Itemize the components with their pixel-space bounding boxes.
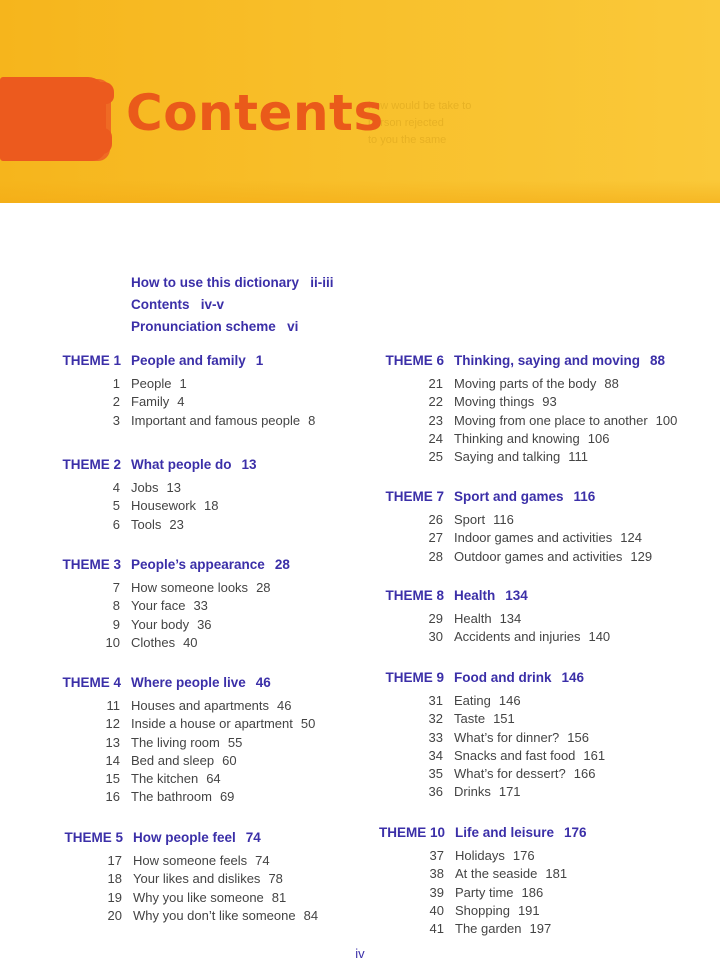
entry-number: 25: [428, 449, 443, 465]
theme-page-number: 46: [255, 675, 271, 690]
list-item[interactable]: [428, 729, 605, 748]
entry-title: Your body: [131, 616, 190, 632]
intro-link-contents[interactable]: Contents iv-v: [131, 297, 225, 312]
entry-title: Important and famous people: [131, 412, 301, 428]
header-shadow: [0, 180, 720, 203]
theme-heading[interactable]: [62, 456, 257, 478]
entry-title: Family: [131, 394, 170, 410]
list-item[interactable]: [428, 766, 605, 784]
entry-number: 36: [428, 784, 443, 800]
entry-list: [105, 698, 316, 808]
entry-page-number: 181: [545, 866, 568, 882]
entry-list: [105, 580, 290, 653]
theme-page-number: 28: [274, 557, 290, 572]
entry-number: 30: [428, 629, 443, 645]
theme-section: [64, 829, 319, 926]
list-item[interactable]: [428, 530, 652, 548]
entry-number: 40: [429, 902, 444, 918]
theme-heading[interactable]: [385, 669, 605, 691]
list-item[interactable]: [105, 752, 315, 771]
entry-title: At the seaside: [455, 866, 538, 882]
list-item[interactable]: [429, 902, 587, 921]
entry-title: Indoor games and activities: [454, 530, 613, 546]
page-number: iv: [355, 946, 365, 961]
entry-page-number: 166: [573, 766, 596, 782]
list-item[interactable]: [107, 889, 318, 908]
entry-page-number: 111: [568, 449, 589, 465]
list-item[interactable]: [429, 921, 587, 939]
theme-page-number: 74: [245, 830, 261, 845]
entry-number: 12: [105, 716, 120, 732]
entry-number: 8: [112, 598, 120, 614]
entry-list: [112, 480, 257, 535]
list-item[interactable]: [428, 629, 611, 647]
entry-number: 14: [105, 752, 120, 768]
theme-heading[interactable]: [385, 352, 677, 374]
theme-section: [378, 824, 587, 939]
entry-page-number: 191: [517, 902, 540, 918]
theme-title: Food and drink: [454, 670, 552, 685]
list-item[interactable]: [428, 611, 610, 629]
intro-link-how-to-use[interactable]: How to use this dictionary ii-iii: [131, 275, 334, 290]
entry-list: [428, 512, 653, 567]
theme-page-number: 1: [255, 353, 264, 368]
entry-page-number: 64: [206, 771, 221, 787]
entry-title: Saying and talking: [454, 449, 561, 465]
entry-list: [107, 853, 319, 926]
entry-number: 9: [112, 616, 120, 632]
entry-page-number: 36: [197, 616, 212, 632]
entry-page-number: 40: [183, 634, 198, 650]
entry-number: 1: [112, 376, 120, 391]
theme-section: [62, 352, 316, 431]
entry-page-number: 134: [499, 611, 522, 626]
entry-number: 7: [112, 580, 120, 595]
entry-title: Houses and apartments: [131, 698, 270, 713]
entry-page-number: 88: [604, 376, 619, 391]
list-item[interactable]: [428, 376, 677, 394]
entry-page-number: 33: [193, 598, 208, 614]
theme-page-number: 134: [505, 588, 528, 603]
entry-title: Bed and sleep: [131, 752, 215, 768]
list-item[interactable]: [107, 853, 318, 871]
entry-page-number: 60: [222, 752, 237, 768]
theme-title: People’s appearance: [131, 557, 265, 572]
list-item[interactable]: [105, 789, 315, 807]
list-item[interactable]: [107, 871, 318, 889]
entry-number: 32: [428, 711, 443, 727]
theme-section: [62, 456, 257, 535]
entry-number: 19: [107, 889, 122, 905]
entry-number: 27: [428, 530, 443, 546]
entry-title: Accidents and injuries: [454, 629, 581, 645]
entry-number: 15: [105, 771, 120, 787]
entry-title: Holidays: [455, 848, 505, 863]
entry-page-number: 50: [300, 716, 316, 732]
entry-page-number: 176: [512, 848, 535, 863]
entry-title: Snacks and fast food: [454, 747, 576, 763]
list-item[interactable]: [112, 598, 290, 616]
list-item[interactable]: [112, 516, 257, 535]
entry-title: The garden: [455, 921, 522, 937]
entry-title: How someone looks: [131, 580, 249, 595]
theme-label: THEME 9: [385, 670, 444, 685]
entry-number: 34: [428, 747, 443, 763]
entry-title: Shopping: [455, 902, 510, 918]
theme-label: THEME 1: [62, 353, 121, 368]
entry-title: Jobs: [131, 480, 159, 495]
entry-number: 28: [428, 548, 443, 564]
list-item[interactable]: [105, 771, 315, 789]
show-through-text: how would be take to: [368, 100, 472, 112]
entry-page-number: 93: [542, 394, 557, 410]
list-item[interactable]: [105, 634, 290, 653]
theme-title: Sport and games: [454, 489, 564, 504]
theme-label: THEME 10: [378, 825, 445, 840]
entry-number: 5: [112, 498, 120, 514]
theme-heading[interactable]: [378, 824, 587, 846]
entry-number: 10: [105, 634, 120, 650]
entry-number: 41: [429, 921, 444, 937]
entry-number: 3: [112, 412, 120, 428]
entry-number: 2: [112, 394, 120, 410]
theme-section: [385, 587, 611, 648]
entry-page-number: 197: [529, 921, 552, 937]
entry-number: 4: [112, 480, 120, 495]
list-item[interactable]: [112, 580, 290, 598]
entry-title: Party time: [455, 884, 514, 900]
theme-label: THEME 5: [64, 830, 123, 845]
entry-page-number: 81: [271, 889, 287, 905]
list-item[interactable]: [429, 848, 587, 866]
theme-label: THEME 4: [62, 675, 121, 690]
entry-title: Why you like someone: [133, 889, 264, 905]
entry-number: 29: [428, 611, 443, 626]
entry-page-number: 74: [255, 853, 270, 868]
entry-number: 20: [107, 907, 122, 923]
entry-number: 33: [428, 729, 443, 745]
entry-number: 17: [107, 853, 122, 868]
theme-title: How people feel: [133, 830, 236, 845]
brush-stroke-edge: [98, 128, 112, 154]
entry-list: [428, 611, 611, 648]
theme-label: THEME 7: [385, 489, 444, 504]
entry-page-number: 28: [256, 580, 271, 595]
list-item[interactable]: [428, 430, 677, 449]
entry-page-number: 1: [179, 376, 187, 391]
entry-page-number: 13: [166, 480, 181, 495]
theme-title: Thinking, saying and moving: [454, 353, 641, 368]
entry-page-number: 100: [655, 412, 678, 428]
entry-page-number: 69: [219, 789, 235, 805]
entry-page-number: 46: [277, 698, 292, 713]
entry-number: 6: [112, 516, 120, 532]
entry-title: What’s for dessert?: [454, 766, 566, 782]
entry-title: People: [131, 376, 172, 391]
entry-page-number: 106: [587, 430, 610, 446]
theme-title: Life and leisure: [455, 825, 555, 840]
list-item[interactable]: [112, 376, 315, 394]
list-item[interactable]: [107, 907, 319, 926]
list-item[interactable]: [112, 498, 257, 516]
entry-number: 22: [428, 394, 443, 410]
list-item[interactable]: [105, 716, 316, 734]
theme-heading[interactable]: [64, 829, 318, 851]
entry-list: [429, 848, 587, 939]
entry-title: Sport: [454, 512, 486, 527]
entry-number: 37: [429, 848, 444, 863]
entry-list: [112, 376, 316, 431]
entry-page-number: 186: [521, 884, 544, 900]
entry-number: 13: [105, 734, 120, 750]
list-item[interactable]: [429, 884, 587, 903]
entry-title: Moving things: [454, 394, 535, 410]
theme-title: Health: [454, 588, 496, 603]
entry-page-number: 23: [169, 516, 184, 532]
entry-title: Taste: [454, 711, 486, 727]
theme-section: [62, 556, 290, 653]
entry-number: 23: [428, 412, 443, 428]
theme-label: THEME 8: [385, 588, 444, 603]
brush-stroke-edge: [96, 82, 114, 104]
entry-page-number: 4: [177, 394, 185, 410]
show-through-text: to you the same: [368, 134, 447, 146]
show-through-text: person rejected: [368, 117, 444, 129]
entry-page-number: 116: [493, 512, 514, 527]
intro-links: [131, 274, 334, 340]
entry-number: 24: [428, 430, 443, 446]
entry-title: The living room: [131, 734, 220, 750]
list-item[interactable]: [112, 616, 290, 635]
entry-number: 31: [428, 693, 443, 708]
theme-title: People and family: [131, 353, 246, 368]
list-item[interactable]: [112, 412, 316, 431]
entry-page-number: 140: [588, 629, 611, 645]
entry-page-number: 8: [308, 412, 316, 428]
list-item[interactable]: [429, 866, 587, 884]
list-item[interactable]: [105, 734, 315, 753]
entry-title: Your face: [131, 598, 186, 614]
theme-section: [385, 669, 606, 803]
entry-title: The kitchen: [131, 771, 199, 787]
entry-title: Why you don’t like someone: [133, 907, 296, 923]
list-item[interactable]: [428, 412, 678, 431]
entry-page-number: 151: [493, 711, 515, 727]
entry-title: Moving from one place to another: [454, 412, 648, 428]
entry-title: Health: [454, 611, 492, 626]
entry-title: Thinking and knowing: [454, 430, 580, 446]
entry-number: 26: [428, 512, 443, 527]
entry-page-number: 84: [303, 907, 319, 923]
theme-page-number: 176: [564, 825, 587, 840]
entry-page-number: 129: [630, 548, 653, 564]
theme-label: THEME 6: [385, 353, 444, 368]
entry-title: Outdoor games and activities: [454, 548, 623, 564]
theme-heading[interactable]: [62, 674, 315, 696]
entry-number: 16: [105, 789, 120, 805]
entry-number: 39: [429, 884, 444, 900]
entry-page-number: 78: [268, 871, 283, 887]
entry-title: Inside a house or apartment: [131, 716, 293, 732]
entry-title: Clothes: [131, 634, 176, 650]
list-item[interactable]: [428, 784, 605, 802]
theme-page-number: 116: [573, 489, 596, 504]
entry-title: Moving parts of the body: [454, 376, 597, 391]
entry-page-number: 124: [620, 530, 642, 546]
theme-page-number: 88: [650, 353, 666, 368]
entry-title: Your likes and dislikes: [133, 871, 261, 887]
list-item[interactable]: [428, 394, 677, 412]
entry-page-number: 171: [498, 784, 521, 800]
list-item[interactable]: [428, 693, 605, 711]
intro-link-pronunciation[interactable]: Pronunciation scheme vi: [131, 319, 299, 334]
page-title: Contents: [126, 84, 384, 142]
theme-label: THEME 3: [62, 557, 121, 572]
entry-page-number: 156: [567, 729, 589, 745]
entry-list: [428, 376, 678, 467]
entry-title: Tools: [131, 516, 162, 532]
entry-page-number: 146: [498, 693, 521, 708]
list-item[interactable]: [428, 711, 605, 729]
entry-number: 38: [429, 866, 444, 882]
theme-section: [62, 674, 316, 808]
entry-page-number: 161: [583, 747, 606, 763]
brush-stroke-decoration: [0, 77, 106, 161]
list-item[interactable]: [112, 394, 315, 412]
list-item[interactable]: [112, 480, 257, 498]
entry-title: Drinks: [454, 784, 491, 800]
entry-number: 18: [107, 871, 122, 887]
entry-page-number: 55: [227, 734, 243, 750]
theme-heading[interactable]: [62, 352, 315, 374]
list-item[interactable]: [106, 698, 315, 716]
entry-title: Housework: [131, 498, 197, 514]
list-item[interactable]: [428, 512, 652, 530]
entry-list: [428, 693, 606, 803]
theme-page-number: 146: [561, 670, 585, 685]
theme-title: What people do: [131, 457, 232, 472]
entry-number: 35: [428, 766, 443, 782]
entry-title: The bathroom: [131, 789, 212, 805]
theme-page-number: 13: [241, 457, 257, 472]
list-item[interactable]: [428, 449, 677, 467]
entry-page-number: 18: [204, 498, 219, 514]
entry-title: Eating: [454, 693, 491, 708]
entry-number: 11: [106, 698, 120, 713]
entry-title: What’s for dinner?: [454, 729, 560, 745]
list-item[interactable]: [428, 548, 653, 567]
entry-number: 21: [428, 376, 443, 391]
theme-heading[interactable]: [385, 587, 610, 609]
theme-heading[interactable]: [62, 556, 290, 578]
theme-section: [385, 352, 678, 467]
theme-heading[interactable]: [385, 488, 652, 510]
list-item[interactable]: [428, 747, 606, 766]
theme-label: THEME 2: [62, 457, 121, 472]
theme-title: Where people live: [131, 675, 246, 690]
entry-title: How someone feels: [133, 853, 248, 868]
theme-section: [385, 488, 653, 567]
